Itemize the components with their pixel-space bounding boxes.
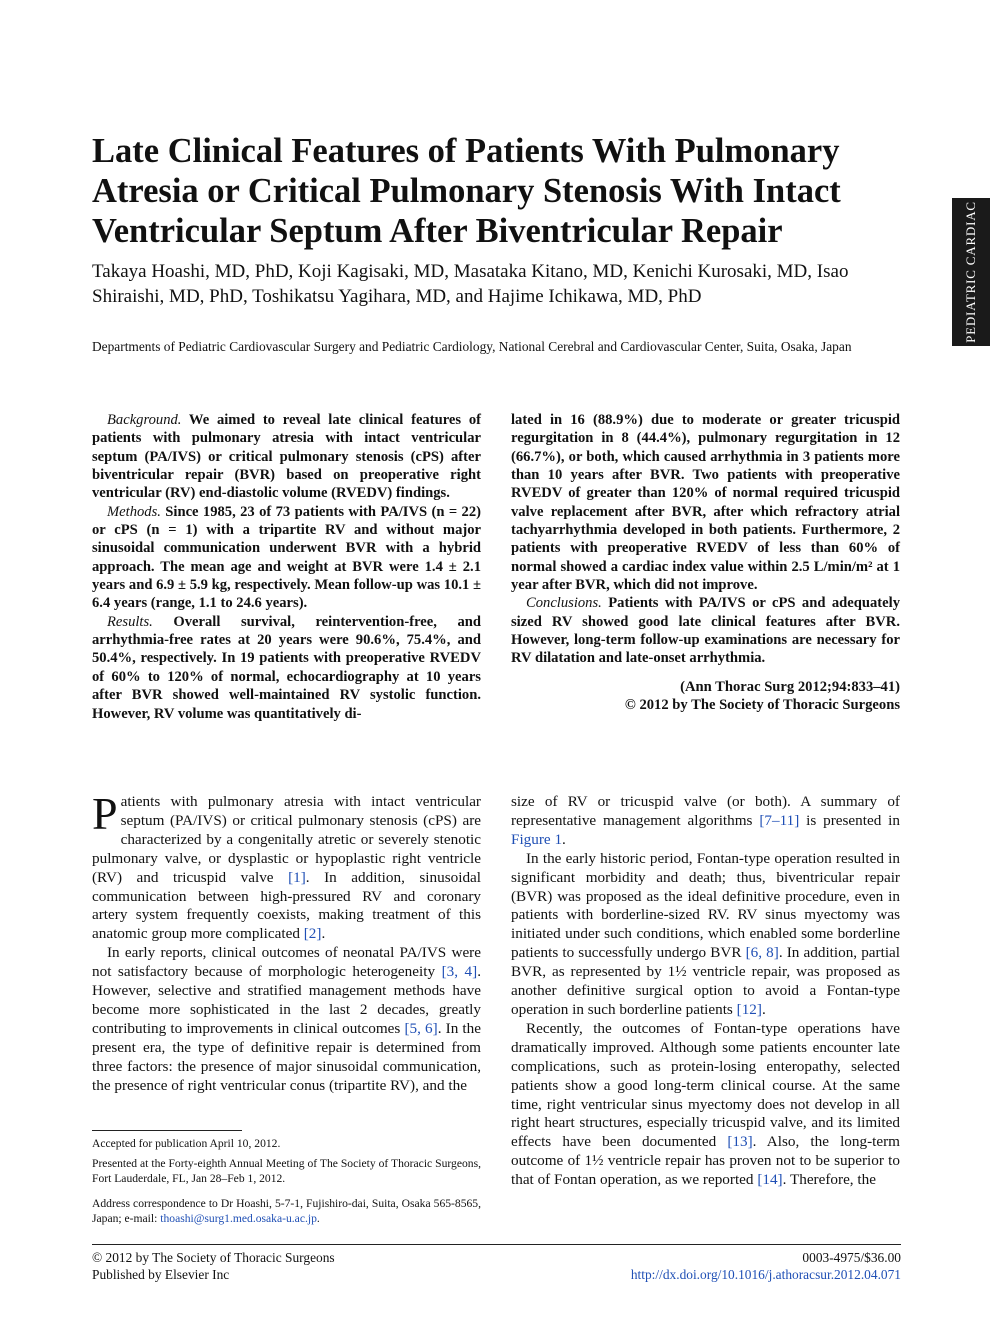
body-paragraph-3: size of RV or tricuspid valve (or both). A summary of representative management algorithms [7–11] is presented in Figure 1. bbox=[511, 793, 900, 848]
background-label: Background. bbox=[107, 412, 182, 428]
reference-link[interactable]: [5, 6] bbox=[404, 1019, 438, 1037]
footer-right bbox=[631, 1250, 901, 1283]
article-title: Late Clinical Features of Patients With Pulmonary Atresia or Critical Pulmonary Stenosis With Intact Ventricular Septum After Biventricular Repair bbox=[92, 132, 841, 250]
footnote-accepted: Accepted for publication April 10, 2012. bbox=[92, 1137, 281, 1150]
affiliation: Departments of Pediatric Cardiovascular Surgery and Pediatric Cardiology, National Cerebral and Cardiovascular Center, Suita, Osaka, Japan bbox=[92, 339, 852, 354]
footer-left bbox=[92, 1250, 335, 1283]
doi-link[interactable]: http://dx.doi.org/10.1016/j.athoracsur.2012.04.071 bbox=[630, 1266, 901, 1282]
reference-link[interactable]: [1] bbox=[288, 868, 306, 886]
body-paragraph-1: Patients with pulmonary atresia with intact ventricular septum (PA/IVS) or critical pulmonary stenosis (cPS) are characterized by a congenitally atretic or severely stenotic pulmonary valve, or dysplastic or hypoplastic right ventricle (RV) and tricuspid valve [1]. In addition, sinusoidal communication between high-pressured RV and coronary artery system frequently coexists, making treatment of this anatomic group more complicated [2]. bbox=[92, 788, 481, 943]
body-paragraph-2: In early reports, clinical outcomes of neonatal PA/IVS were not satisfactory because of morphologic heterogeneity [3, 4]. However, selective and stratified management methods have become more sophisticated in the last 2 decades, greatly contributing to improvements in clinical outcomes [5, 6]. In the present era, the type of definitive repair is determined from three factors: the presence of major sinusoidal communication, the presence of right ventricular conus (tripartite RV), and the bbox=[92, 944, 481, 1094]
abstract-methods: Methods. Since 1985, 23 of 73 patients with PA/IVS (n = 22) or cPS (n = 1) with a tripartite RV and without major sinusoidal communication underwent BVR with a hybrid approach. The mean age and weight at BVR were 1.4 ± 2.1 years and 6.9 ± 5.9 kg, respectively. Mean follow-up was 10.1 ± 6.4 years (range, 1.1 to 24.6 years). bbox=[92, 503, 481, 612]
abstract-conclusions: Conclusions. Patients with PA/IVS or cPS and adequately sized RV showed good late clinical features after BVR. However, long-term follow-up examinations are necessary for RV dilatation and late-onset arrhythmia. bbox=[511, 595, 900, 667]
reference-link[interactable]: [7–11] bbox=[759, 811, 800, 829]
footer-publisher: Published by Elsevier Inc bbox=[92, 1266, 230, 1282]
reference-link[interactable]: [13] bbox=[727, 1133, 753, 1151]
section-tab-label: PEDIATRIC CARDIAC bbox=[963, 201, 978, 343]
footnote-divider bbox=[92, 1130, 242, 1131]
abstract-results: Results. Overall survival, reintervention-free, and arrhythmia-free rates at 20 years were 90.6%, 75.4%, and 50.4%, respectively. In 19 patients with preoperative RVEDV of 60% to 120% of normal, echocardiography at 10 years after BVR showed well-maintained RV systolic function. However, RV volume was quantitatively di- bbox=[92, 613, 481, 722]
body-paragraph-4: In the early historic period, Fontan-type operation resulted in significant morbidity and death; thus, biventricular repair (BVR) was proposed as the ideal definitive procedure, even in patients with borderline-sized RV. RV sinus myectomy was initiated under such conditions, which enabled some borderline patients to successfully undergo BVR [6, 8]. In addition, partial BVR, as represented by 1½ ventricle repair, was proposed as another definitive surgical option to avoid a Fontan-type operation in such borderline patients [12]. bbox=[511, 849, 900, 1018]
results-label: Results. bbox=[107, 613, 153, 630]
body-right-column bbox=[511, 793, 900, 1190]
footer-divider bbox=[92, 1244, 901, 1245]
author-list: Takaya Hoashi, MD, PhD, Koji Kagisaki, MD, Masataka Kitano, MD, Kenichi Kurosaki, MD, Isao Shiraishi, MD, PhD, Toshikatsu Yagihara, MD, and Hajime Ichikawa, MD, PhD bbox=[92, 261, 849, 307]
footer-copyright: © 2012 by The Society of Thoracic Surgeons bbox=[92, 1250, 335, 1265]
abstract-copyright: © 2012 by The Society of Thoracic Surgeons bbox=[624, 697, 900, 714]
abstract-results-continued: lated in 16 (88.9%) due to moderate or greater tricuspid regurgitation in 8 (44.4%), pulmonary regurgitation in 12 (66.7%), or both, which caused arrhythmia in 3 patients more than 10 years after BVR. Two patients with preoperative RVEDV of greater than 120% of normal required tricuspid valve replacement after BVR, after which refractory atrial tachyarrhythmia developed in both patients. Furthermore, 2 patients with preoperative RVEDV of less than 60% of normal showed a cardiac index value within 2.5 L/min/m² at 1 year after BVR, which did not improve. bbox=[511, 412, 900, 594]
footnote-presented: Presented at the Forty-eighth Annual Meeting of The Society of Thoracic Surgeons, Fort Lauderdale, FL, Jan 28–Feb 1, 2012. bbox=[92, 1157, 481, 1186]
reference-link[interactable]: [6, 8] bbox=[745, 944, 779, 962]
methods-label: Methods. bbox=[107, 503, 161, 520]
email-link[interactable]: thoashi@surg1.med.osaka-u.ac.jp bbox=[160, 1212, 317, 1226]
citation-block bbox=[511, 678, 900, 715]
drop-cap: P bbox=[92, 788, 118, 839]
reference-link[interactable]: [14] bbox=[757, 1171, 783, 1189]
section-tab bbox=[952, 198, 990, 346]
footer-issn: 0003-4975/$36.00 bbox=[802, 1250, 901, 1265]
journal-citation: (Ann Thorac Surg 2012;94:833–41) bbox=[680, 678, 900, 695]
conclusions-label: Conclusions. bbox=[526, 595, 602, 612]
abstract-left-column bbox=[92, 411, 481, 723]
reference-link[interactable]: [2] bbox=[303, 925, 322, 943]
reference-link[interactable]: [3, 4] bbox=[441, 963, 478, 981]
footnote-address: Address correspondence to Dr Hoashi, 5-7-1, Fujishiro-dai, Suita, Osaka 565-8565, Japan; e-mail: thoashi@surg1.med.osaka-u.ac.jp. bbox=[92, 1197, 481, 1226]
body-left-column bbox=[92, 788, 481, 1096]
reference-link[interactable]: [12] bbox=[736, 1000, 762, 1018]
figure-link[interactable]: Figure 1 bbox=[511, 830, 563, 848]
abstract-background: Background. We aimed to reveal late clinical features of patients with pulmonary atresia with intact ventricular septum (PA/IVS) or critical pulmonary stenosis (cPS) after biventricular repair (BVR) based on preoperative right ventricular (RV) end-diastolic volume (RVEDV) findings. bbox=[92, 412, 481, 502]
abstract-right-column bbox=[511, 411, 900, 715]
body-paragraph-5: Recently, the outcomes of Fontan-type operations have dramatically improved. Although some patients encounter late complications, such as protein-losing enteropathy, selected patients show a good long-term clinical course. At the same time, right ventricular sinus myectomy does not develop in all right heart structures, especially tricuspid valve, and its limited effects have been documented [13]. Also, the long-term outcome of 1½ ventricle repair has proven not to be superior to that of Fontan operation, as we reported [14]. Therefore, the bbox=[511, 1019, 900, 1189]
